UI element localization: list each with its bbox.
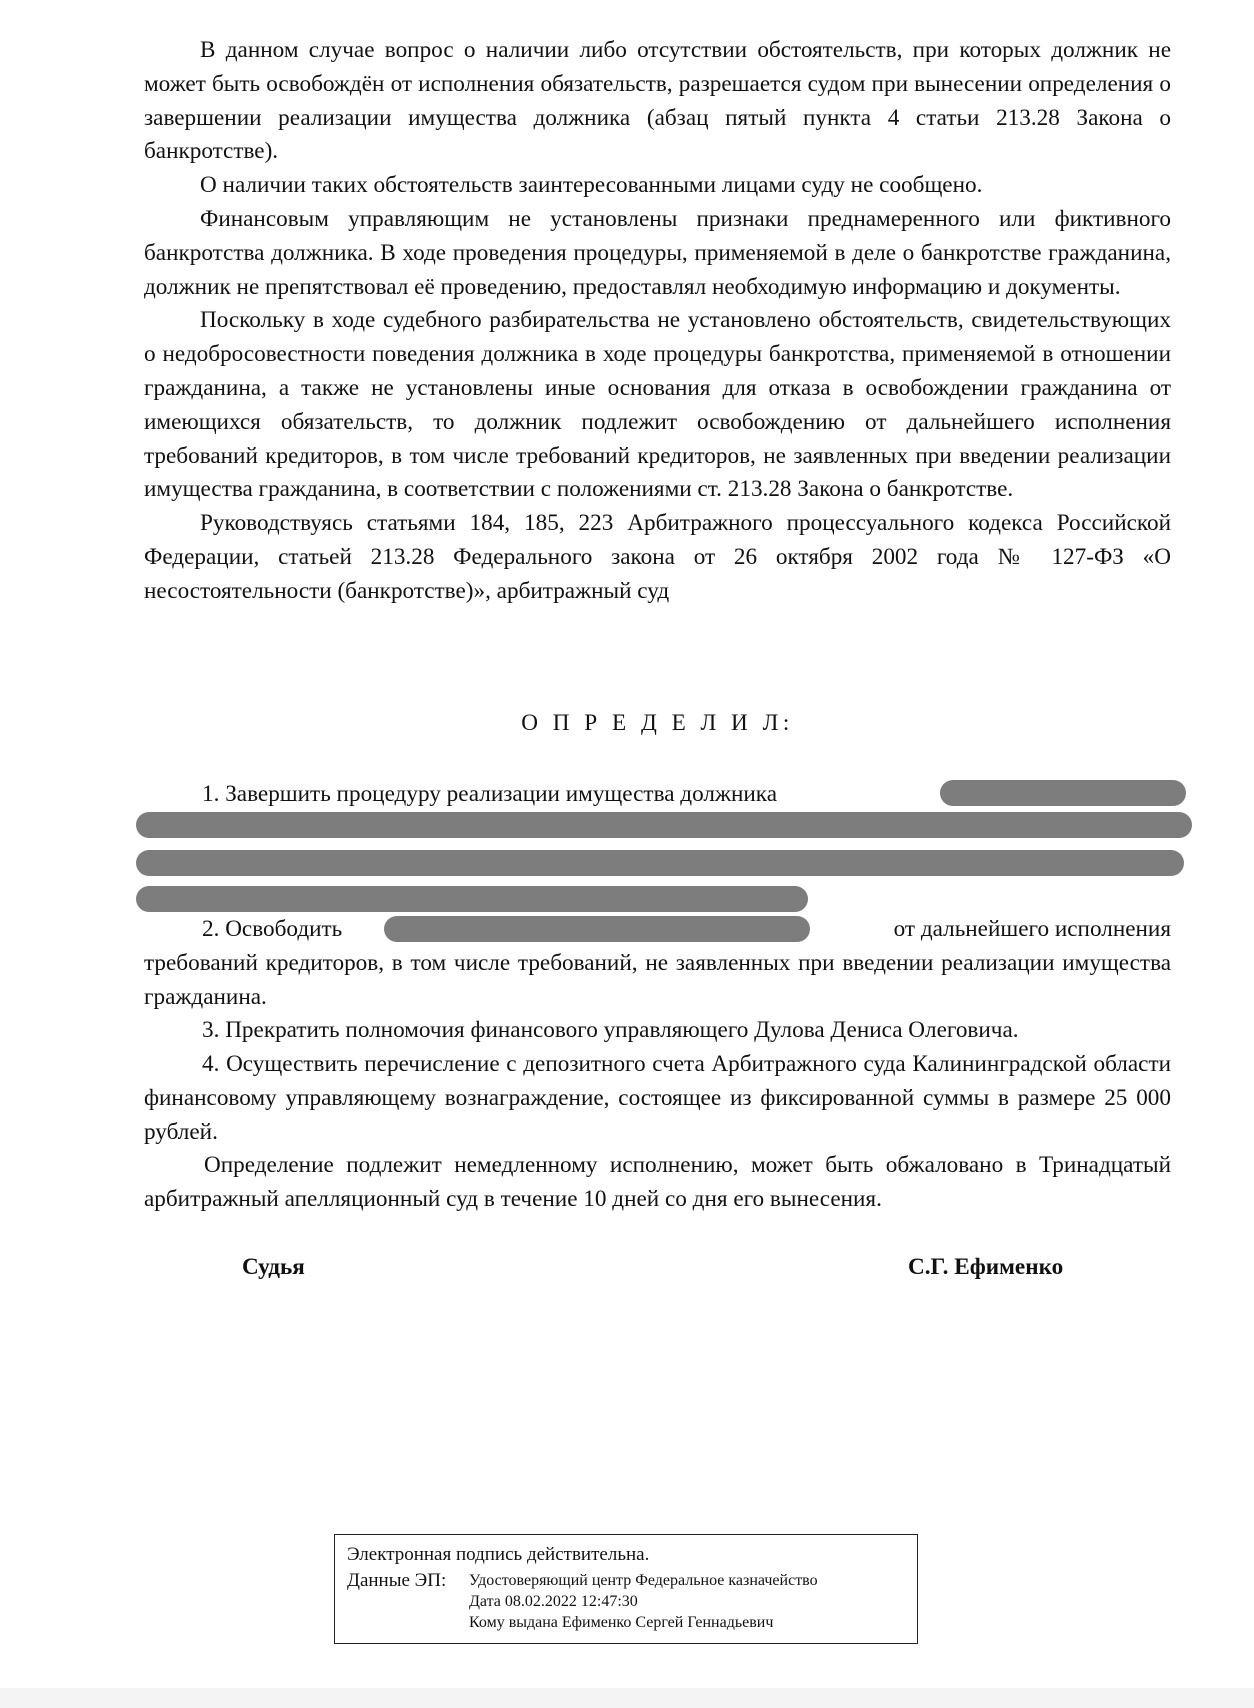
ep-label: Данные ЭП: [347, 1570, 447, 1591]
ep-status: Электронная подпись действительна. [347, 1544, 650, 1565]
paragraph-5: Руководствуясь статьями 184, 185, 223 Арбитражного процессуального кодекса Российской Федерации, статьей 213.28 Федерального закона от 26 октября 2002 года № 127-ФЗ «О несостоятельности (банкротстве)», арбитражный суд [144, 510, 1171, 604]
electronic-signature-box [334, 1534, 918, 1644]
paragraph-1: В данном случае вопрос о наличии либо отсутствии обстоятельств, при которых должник не может быть освобождён от исполнения обязательств, разрешается судом при вынесении определения о завершении реализации имущества должника (абзац пятый пункта 4 статьи 213.28 Закона о банкротстве). [144, 37, 1171, 165]
paragraph-4: Поскольку в ходе судебного разбирательства не установлено обстоятельств, свидетельствующих о недобросовестности поведения должника в ходе процедуры банкротства, применяемой в отношении гражданина, а также не установлены иные основания для отказа в освобождении гражданина от имеющихся обязательств, то должник подлежит освобождению от дальнейшего исполнения требований кредиторов, в том числе требований кредиторов, не заявленных при введении реализации имущества гражданина, в соответствии с положениями ст. 213.28 Закона о банкротстве. [144, 307, 1171, 503]
ruling-item-2-rest: требований кредиторов, в том числе требований, не заявленных при введении реализации имущества гражданина. [144, 949, 1171, 1010]
ruling-item-1-text: 1. Завершить процедуру реализации имущества должника [202, 781, 777, 807]
paragraph-2: О наличии таких обстоятельств заинтересованными лицами суду не сообщено. [200, 172, 983, 199]
ruling-item-3: 3. Прекратить полномочия финансового управляющего Дулова Дениса Олеговича. [202, 1017, 1019, 1043]
redaction-bar [136, 812, 1192, 838]
reasoning-text [144, 34, 1171, 609]
judge-title: Судья [242, 1254, 305, 1280]
judge-name: С.Г. Ефименко [908, 1254, 1064, 1280]
redaction-bar [136, 886, 808, 912]
redaction-bar [384, 916, 810, 942]
ruling-heading: О П Р Е Д Е Л И Л: [521, 710, 794, 736]
page-bottom-edge [0, 1688, 1254, 1708]
ruling-item-2-mid: от дальнейшего исполнения [893, 916, 1171, 942]
paragraph-3: Финансовым управляющим не установлены признаки преднамеренного или фиктивного банкротства должника. В ходе проведения процедуры, применяемой в деле о банкротстве гражданина, должник не препятствовал её проведению, предоставлял необходимую информацию и документы. [144, 205, 1171, 300]
closing-paragraph: Определение подлежит немедленному исполнению, может быть обжаловано в Тринадцатый арбитражный апелляционный суд в течение 10 дней со дня его вынесения. [144, 1152, 1171, 1212]
ep-center: Удостоверяющий центр Федеральное казначейство [469, 1572, 818, 1589]
ep-date: Дата 08.02.2022 12:47:30 [469, 1593, 638, 1610]
ruling-item-4: 4. Осуществить перечисление с депозитного счета Арбитражного суда Калининградской области финансовому управляющему вознаграждение, состоящее из фиксированной суммы в размере 25 000 рублей. [144, 1051, 1171, 1145]
redaction-bar [136, 850, 1184, 876]
ep-issued-to: Кому выдана Ефименко Сергей Геннадьевич [469, 1614, 774, 1631]
ruling-item-2-start: 2. Освободить [202, 916, 343, 942]
redaction-bar [940, 780, 1186, 806]
